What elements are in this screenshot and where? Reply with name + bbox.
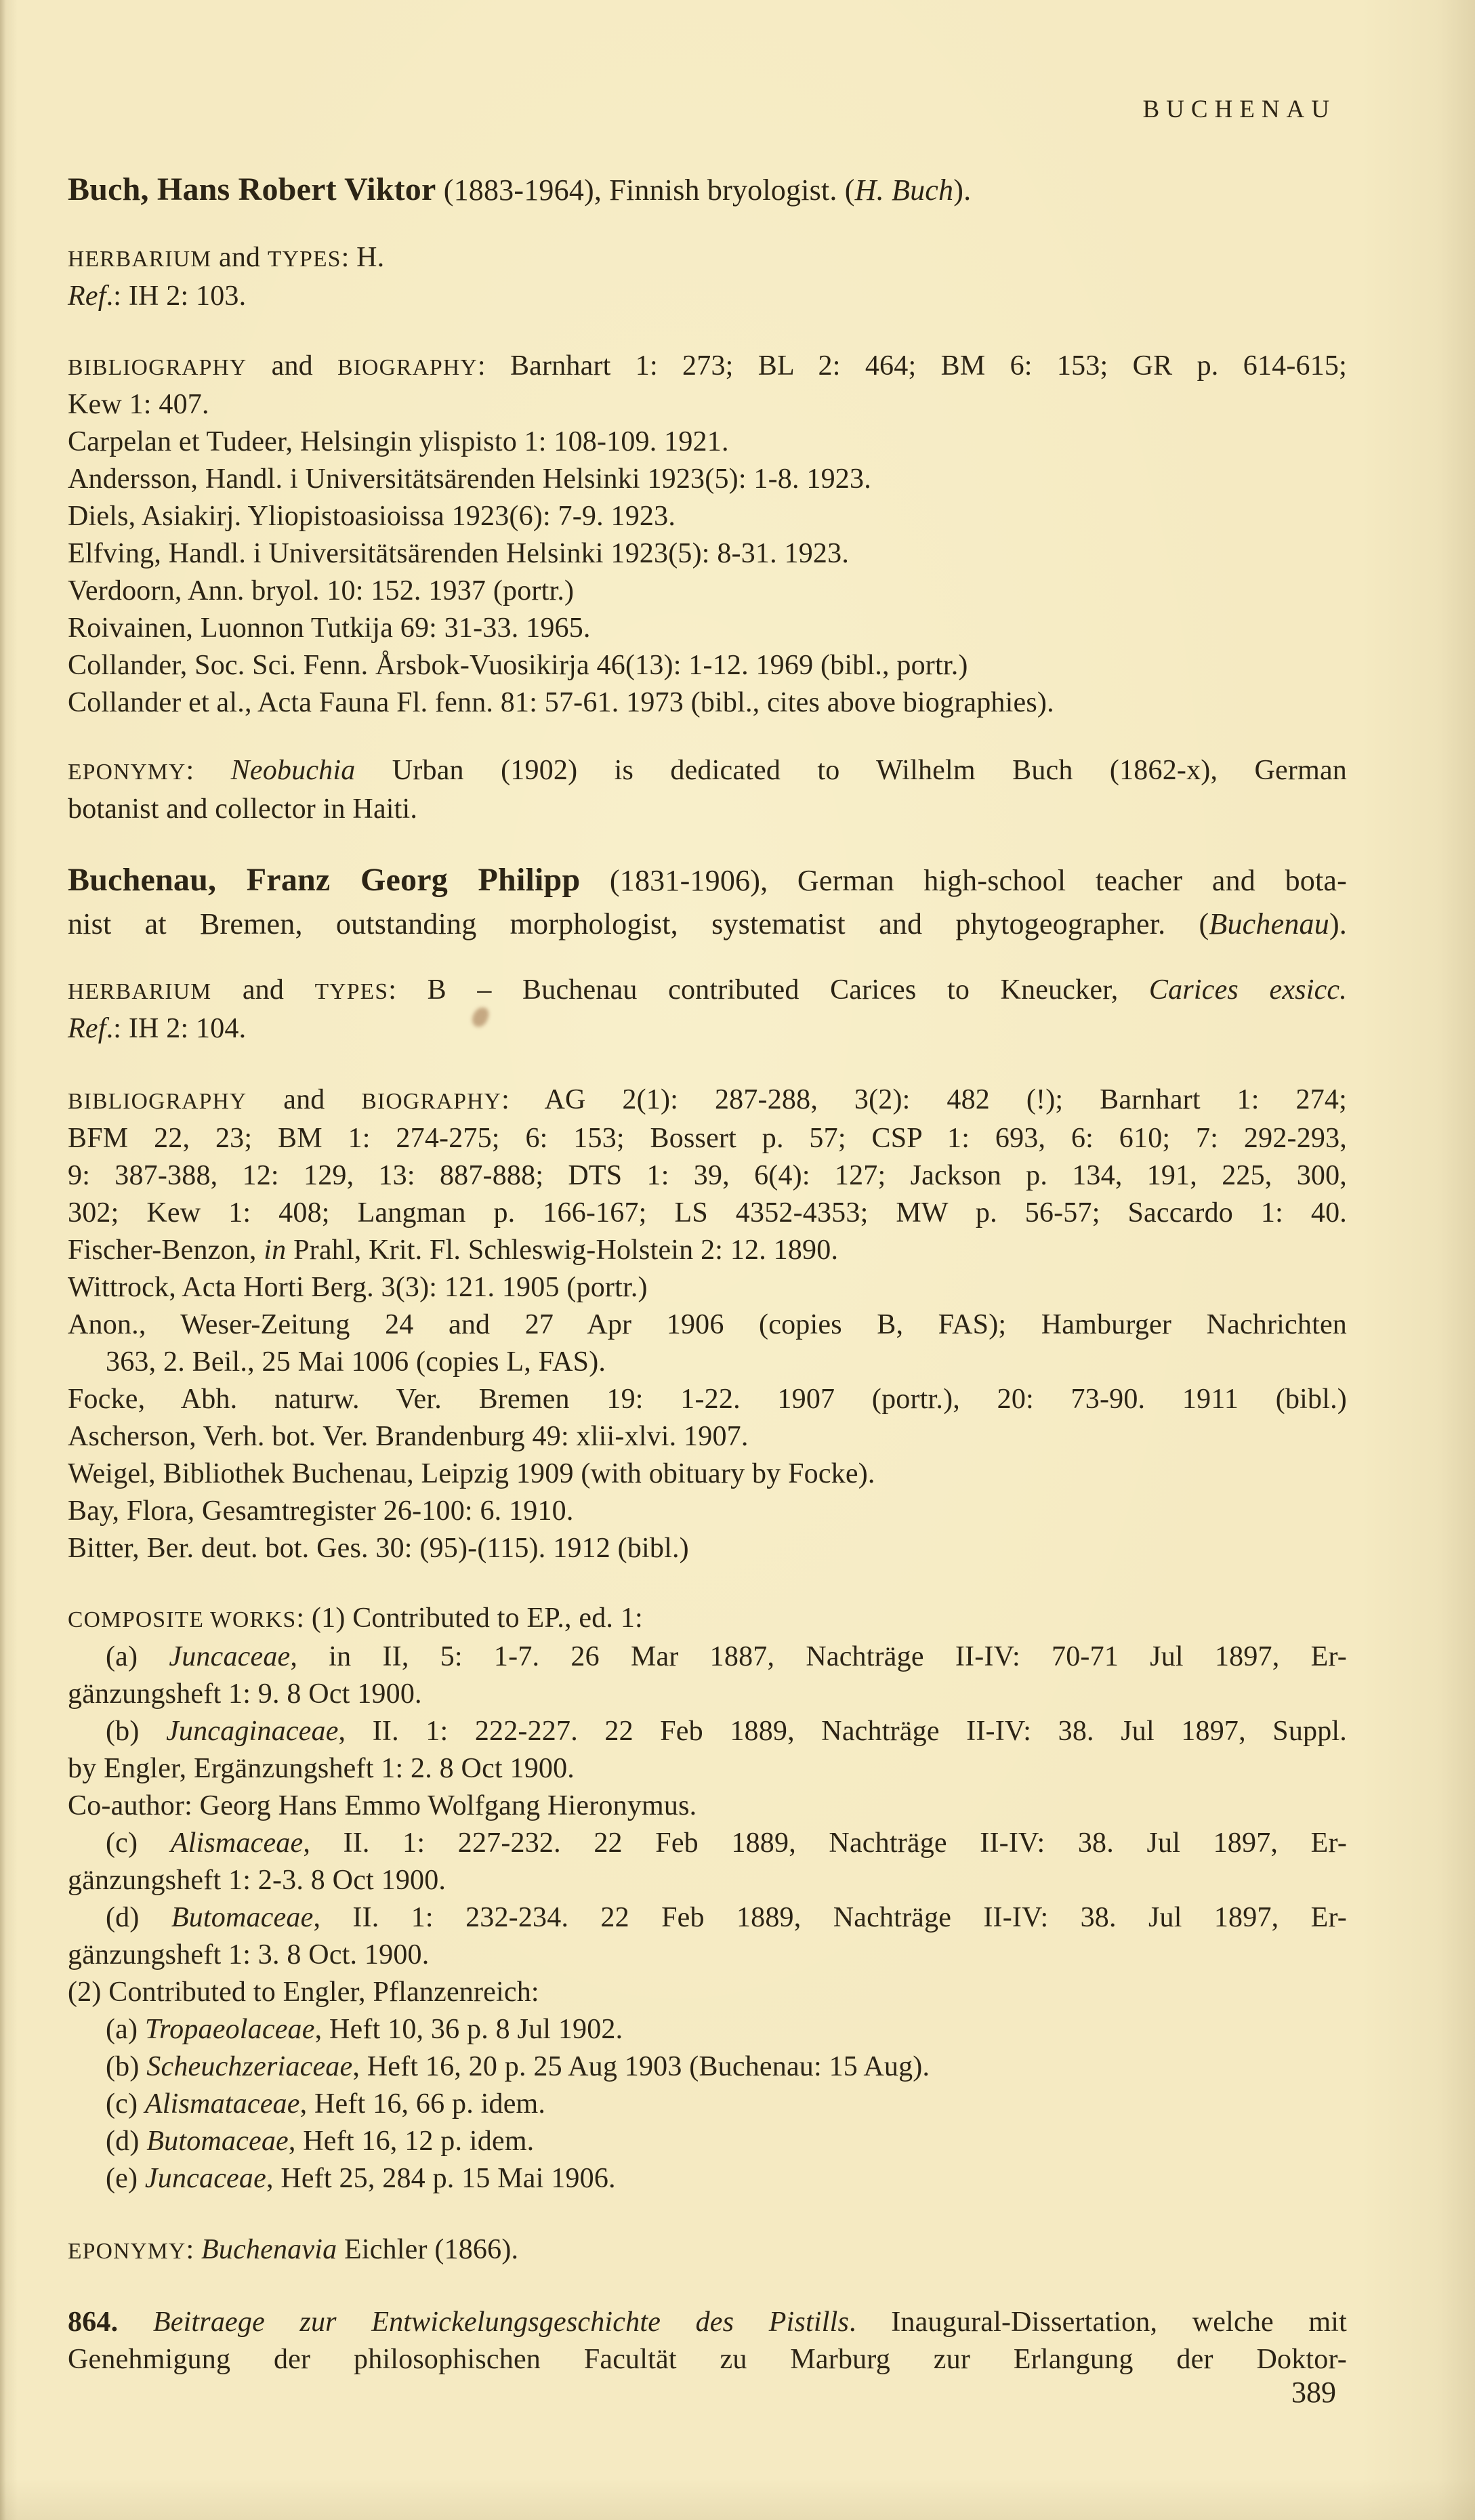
text-flow <box>68 168 1347 2378</box>
text-segment: Focke, Abh. naturw. Ver. Bremen 19: 1-22. 1907 (portr.), 20: 73-90. 1911 (bibl.) <box>68 1384 1347 1415</box>
eponymy-line <box>68 791 1347 828</box>
entry-heading-buchenau <box>68 903 1347 946</box>
text-segment: BIOGRAPHY <box>337 355 478 380</box>
work-864-line <box>68 2304 1347 2341</box>
text-segment: COMPOSITE WORKS <box>68 1607 297 1632</box>
text-segment: : B – Buchenau contributed Carices to Kneucker, <box>388 974 1149 1006</box>
biblio-line <box>68 1269 1347 1306</box>
text-segment: (b) <box>106 1716 167 1747</box>
biblio-line <box>68 610 1347 647</box>
text-segment: , in II, 5: 1-7. 26 Mar 1887, Nachträge II-IV: 70-71 Jul 1897, Er- <box>290 1641 1347 1672</box>
running-head: BUCHENAU <box>1142 96 1336 123</box>
text-segment: BIBLIOGRAPHY <box>68 355 247 380</box>
text-segment: Verdoorn, Ann. bryol. 10: 152. 1937 (portr.) <box>68 575 575 606</box>
biblio-line <box>68 1493 1347 1530</box>
text-segment: nist at Bremen, outstanding morphologist, systematist and phytogeographer. ( <box>68 907 1209 941</box>
text-segment: , Heft 16, 66 p. idem. <box>299 2088 546 2120</box>
text-segment: and <box>211 974 315 1006</box>
text-segment: and <box>247 350 338 381</box>
biblio-line <box>68 1530 1347 1567</box>
text-segment: Juncaceae <box>144 2163 266 2194</box>
text-segment: Alismataceae <box>144 2088 300 2120</box>
text-segment: BIOGRAPHY <box>361 1089 502 1114</box>
text-segment: EPONYMY <box>68 2239 186 2264</box>
text-segment <box>118 2307 153 2338</box>
herbarium-line-buch <box>68 239 1347 278</box>
text-segment: Juncaceae <box>169 1641 291 1672</box>
eponymy-line <box>68 2231 1347 2270</box>
text-segment: (b) <box>106 2051 147 2082</box>
text-segment: Butomaceae <box>171 1902 314 1933</box>
biblio-line <box>68 386 1347 424</box>
biblio-line <box>68 498 1347 535</box>
text-segment: by Engler, Ergänzungsheft 1: 2. 8 Oct 1900. <box>68 1753 575 1784</box>
composite-works-line <box>68 2160 1347 2197</box>
text-segment: botanist and collector in Haiti. <box>68 793 418 825</box>
text-segment: Genehmigung der philosophischen Facultät zu Marburg zur Erlangung der Doktor- <box>68 2344 1347 2375</box>
text-segment: ). <box>1329 907 1347 941</box>
biblio-line <box>68 1381 1347 1418</box>
text-segment: (1831-1906), German high-school teacher and bota- <box>580 864 1347 897</box>
text-segment: Ascherson, Verh. bot. Ver. Brandenburg 49: xlii-xlvi. 1907. <box>68 1421 749 1452</box>
text-segment: ). <box>953 173 972 207</box>
page-number: 389 <box>1291 2376 1336 2409</box>
text-segment: Collander et al., Acta Fauna Fl. fenn. 81: 57-61. 1973 (bibl., cites above biographies). <box>68 687 1054 718</box>
text-segment: Neobuchia <box>230 755 356 786</box>
biblio-line <box>68 535 1347 573</box>
biblio-line <box>68 684 1347 722</box>
text-segment: .: IH 2: 103. <box>106 281 247 312</box>
composite-works-line <box>68 1974 1347 2011</box>
text-segment: HERBARIUM <box>68 247 212 272</box>
text-segment: , Heft 10, 36 p. 8 Jul 1902. <box>314 2014 623 2045</box>
biblio-line <box>68 424 1347 461</box>
text-segment: 363, 2. Beil., 25 Mai 1006 (copies L, FAS). <box>106 1346 606 1378</box>
text-segment: , II. 1: 232-234. 22 Feb 1889, Nachträge II-IV: 38. Jul 1897, Er- <box>313 1902 1347 1933</box>
text-segment: BIBLIOGRAPHY <box>68 1089 247 1114</box>
text-segment: (d) <box>106 1902 171 1933</box>
biblio-line <box>68 1418 1347 1455</box>
composite-works-line <box>68 1750 1347 1788</box>
text-segment: , Heft 16, 12 p. idem. <box>288 2126 535 2157</box>
biblio-line <box>68 647 1347 684</box>
biblio-line <box>68 1232 1347 1269</box>
text-segment: gänzungsheft 1: 3. 8 Oct. 1900. <box>68 1939 430 1970</box>
biblio-line <box>68 1157 1347 1195</box>
text-segment: Buch, Hans Robert Viktor <box>68 171 436 207</box>
composite-works-line <box>68 1676 1347 1713</box>
text-segment: Ref <box>68 1013 106 1044</box>
composite-works-line <box>68 1825 1347 1862</box>
text-segment: gänzungsheft 1: 2-3. 8 Oct 1900. <box>68 1865 446 1896</box>
text-segment: Urban (1902) is dedicated to Wilhelm Buch (1862-x), German <box>355 755 1347 786</box>
text-segment: Anon., Weser-Zeitung 24 and 27 Apr 1906 (copies B, FAS); Hamburger Nachrichten <box>68 1309 1347 1340</box>
text-segment: , Heft 25, 284 p. 15 Mai 1906. <box>266 2163 616 2194</box>
text-segment: Eichler (1866). <box>337 2234 519 2265</box>
text-segment: Roivainen, Luonnon Tutkija 69: 31-33. 1965. <box>68 613 591 644</box>
text-segment: , II. 1: 222-227. 22 Feb 1889, Nachträge II-IV: 38. Jul 1897, Suppl. <box>338 1716 1347 1747</box>
text-segment: , II. 1: 227-232. 22 Feb 1889, Nachträge II-IV: 38. Jul 1897, Er- <box>303 1827 1348 1859</box>
entry-heading-buchenau <box>68 859 1347 903</box>
biblio-line <box>68 1344 1347 1381</box>
composite-works-line <box>68 1788 1347 1825</box>
composite-works-line <box>68 1899 1347 1937</box>
text-segment: (a) <box>106 2014 145 2045</box>
text-segment: Bay, Flora, Gesamtregister 26-100: 6. 1910. <box>68 1495 574 1527</box>
text-segment: TYPES <box>314 979 389 1004</box>
work-864-line <box>68 2341 1347 2378</box>
text-segment: Tropaeolaceae <box>144 2014 315 2045</box>
text-segment: Wittrock, Acta Horti Berg. 3(3): 121. 1905 (portr.) <box>68 1272 648 1303</box>
text-segment: gänzungsheft 1: 9. 8 Oct 1900. <box>68 1678 422 1710</box>
biblio-line <box>68 1195 1347 1232</box>
text-segment: and <box>211 242 268 273</box>
text-segment: and <box>247 1084 362 1115</box>
text-segment: Weigel, Bibliothek Buchenau, Leipzig 1909 (with obituary by Focke). <box>68 1458 875 1489</box>
composite-works-line <box>68 1638 1347 1676</box>
text-segment: , Heft 16, 20 p. 25 Aug 1903 (Buchenau: 15 Aug). <box>352 2051 930 2082</box>
composite-works-line <box>68 1713 1347 1750</box>
biblio-line <box>68 1455 1347 1493</box>
text-segment: Prahl, Krit. Fl. Schleswig-Holstein 2: 12. 1890. <box>286 1235 839 1266</box>
text-segment: 864. <box>68 2307 119 2338</box>
text-segment: Kew 1: 407. <box>68 389 209 420</box>
text-segment: : (1) Contributed to EP., ed. 1: <box>296 1603 643 1634</box>
composite-works-line <box>68 2011 1347 2048</box>
text-segment: . Inaugural-Dissertation, welche mit <box>849 2307 1347 2338</box>
composite-works-line <box>68 1600 1347 1638</box>
composite-works-line <box>68 1937 1347 1974</box>
text-segment: EPONYMY <box>68 760 186 785</box>
composite-works-line <box>68 2086 1347 2123</box>
biblio-line <box>68 461 1347 498</box>
text-segment: (1883-1964), Finnish bryologist. ( <box>436 173 855 207</box>
text-segment: (d) <box>106 2126 147 2157</box>
biblio-line <box>68 573 1347 610</box>
text-segment: 9: 387-388, 12: 129, 13: 887-888; DTS 1: 39, 6(4): 127; Jackson p. 134, 191, 225, 300, <box>68 1160 1347 1191</box>
biblio-line <box>68 1306 1347 1344</box>
text-segment: HERBARIUM <box>68 979 212 1004</box>
composite-works-line <box>68 2123 1347 2160</box>
text-segment: Juncaginaceae <box>166 1716 339 1747</box>
text-segment: Fischer-Benzon, <box>68 1235 264 1266</box>
text-segment: Scheuchzeriaceae <box>146 2051 353 2082</box>
text-segment: Buchenau, Franz Georg Philipp <box>68 862 581 898</box>
text-segment: Diels, Asiakirj. Yliopistoasioissa 1923(6): 7-9. 1923. <box>68 501 676 532</box>
text-segment: Ref <box>68 281 106 312</box>
text-segment: Buchenavia <box>201 2234 337 2265</box>
eponymy-line <box>68 752 1347 791</box>
text-segment: (c) <box>106 2088 145 2120</box>
text-segment: (a) <box>106 1641 169 1672</box>
ref-line-buchenau <box>68 1010 1347 1048</box>
text-segment: : H. <box>341 242 385 273</box>
text-segment: BFM 22, 23; BM 1: 274-275; 6: 153; Bossert p. 57; CSP 1: 693, 6: 610; 7: 292-293, <box>68 1123 1347 1154</box>
text-segment: Bitter, Ber. deut. bot. Ges. 30: (95)-(115). 1912 (bibl.) <box>68 1533 689 1564</box>
text-segment: Carices exsicc. <box>1148 974 1347 1006</box>
text-segment: in <box>264 1235 287 1266</box>
biblio-line <box>68 1081 1347 1120</box>
text-segment: .: IH 2: 104. <box>106 1013 247 1044</box>
biblio-line <box>68 1120 1347 1157</box>
herbarium-line-buchenau <box>68 972 1347 1010</box>
text-segment: Alismaceae <box>170 1827 304 1859</box>
text-segment: Buchenau <box>1209 907 1329 941</box>
ref-line-buch <box>68 278 1347 315</box>
text-segment: Co-author: Georg Hans Emmo Wolfgang Hieronymus. <box>68 1790 697 1821</box>
entry-heading-buch <box>68 168 1347 212</box>
text-segment: TYPES <box>267 247 341 272</box>
text-segment: Beitraege zur Entwickelungsgeschichte des Pistills <box>152 2307 849 2338</box>
composite-works-line <box>68 1862 1347 1899</box>
text-segment: (e) <box>106 2163 145 2194</box>
text-segment: Carpelan et Tudeer, Helsingin ylispisto 1: 108-109. 1921. <box>68 426 729 457</box>
text-segment: Elfving, Handl. i Universitätsärenden Helsinki 1923(5): 8-31. 1923. <box>68 538 850 569</box>
text-segment: (c) <box>106 1827 171 1859</box>
text-segment: Butomaceae <box>146 2126 289 2157</box>
text-segment: H. Buch <box>854 173 954 207</box>
text-segment: : <box>186 755 231 786</box>
composite-works-line <box>68 2048 1347 2086</box>
text-segment: Andersson, Handl. i Universitätsärenden Helsinki 1923(5): 1-8. 1923. <box>68 463 871 495</box>
text-segment: : Barnhart 1: 273; BL 2: 464; BM 6: 153; GR p. 614-615; <box>477 350 1347 381</box>
text-segment: : <box>186 2234 202 2265</box>
biblio-line <box>68 348 1347 386</box>
text-segment: (2) Contributed to Engler, Pflanzenreich: <box>68 1977 539 2008</box>
text-segment: 302; Kew 1: 408; Langman p. 166-167; LS 4352-4353; MW p. 56-57; Saccardo 1: 40. <box>68 1197 1347 1228</box>
text-segment: Collander, Soc. Sci. Fenn. Årsbok-Vuosikirja 46(13): 1-12. 1969 (bibl., portr.) <box>68 650 968 681</box>
text-segment: : AG 2(1): 287-288, 3(2): 482 (!); Barnhart 1: 274; <box>501 1084 1347 1115</box>
